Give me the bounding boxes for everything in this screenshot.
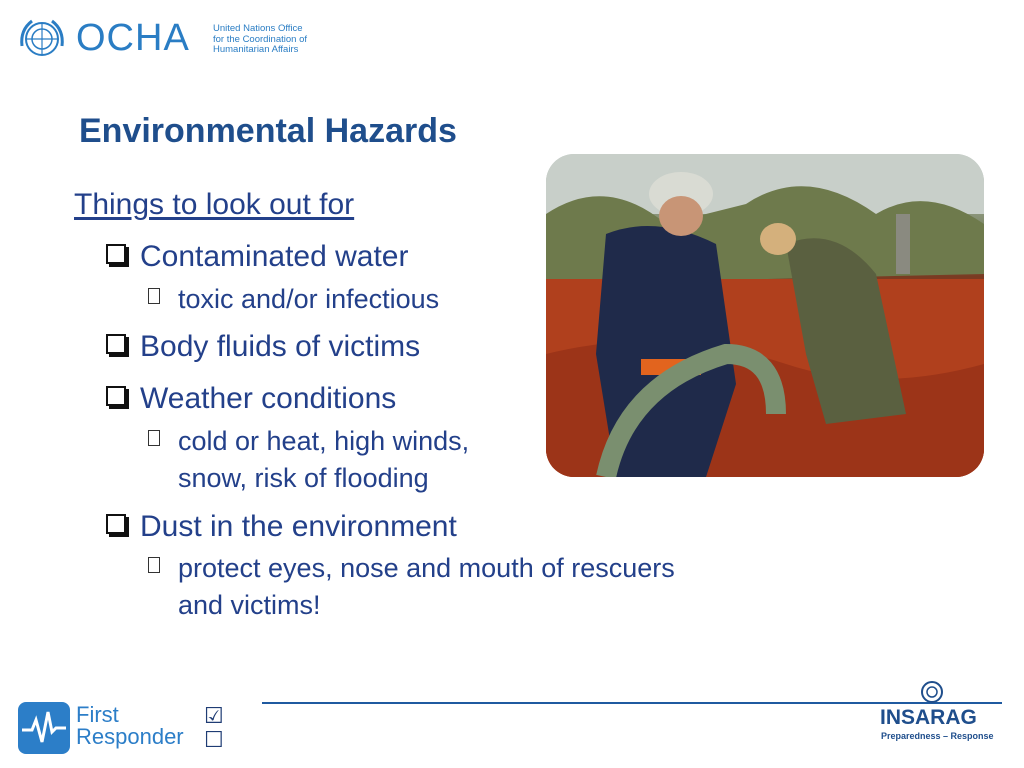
ocha-logo	[16, 14, 326, 64]
sub-bullet-icon	[148, 430, 160, 446]
un-emblem-icon	[16, 16, 68, 62]
first-responder-text	[76, 704, 184, 748]
insarag-tagline: Preparedness – Response	[881, 731, 994, 741]
un-emblem-icon	[920, 680, 944, 704]
ocha-name-line: Humanitarian Affairs	[213, 44, 299, 55]
ocha-name-line: United Nations Office	[213, 23, 303, 34]
sub-bullet	[148, 423, 469, 497]
bullet-label: Body fluids of victims	[140, 330, 421, 363]
bullet-label: Contaminated water	[140, 240, 409, 273]
bullet-label: Dust in the environment	[140, 510, 457, 543]
page-title: Environmental Hazards	[79, 112, 457, 150]
insarag-logo	[880, 676, 1005, 746]
bullet-body-fluids	[106, 330, 420, 364]
insarag-wordmark: INSARAG	[880, 706, 977, 729]
first-responder-line: First	[76, 702, 119, 727]
bullet-label: Weather conditions	[140, 382, 397, 415]
ocha-name-line: for the Coordination of	[213, 33, 308, 45]
bullet-weather-conditions	[106, 382, 396, 416]
rescuers-in-flood-photo	[546, 154, 984, 477]
sub-bullet-text: cold or heat, high winds,	[178, 426, 470, 456]
sub-bullet-text: snow, risk of flooding	[178, 463, 429, 493]
checklist-icon: ☑ ☐	[204, 703, 224, 752]
checkbox-bullet-icon	[106, 244, 126, 264]
photo-illustration	[546, 154, 984, 477]
sub-bullet-text: and victims!	[178, 590, 321, 620]
heartbeat-icon	[18, 702, 70, 754]
sub-bullet	[148, 550, 675, 624]
checkbox-bullet-icon	[106, 514, 126, 534]
sub-bullet-text: protect eyes, nose and mouth of rescuers	[178, 553, 675, 583]
sub-bullet-text: toxic and/or infectious	[178, 284, 440, 314]
first-responder-logo	[18, 702, 258, 758]
ocha-wordmark: OCHA	[76, 17, 190, 59]
sub-bullet	[148, 281, 439, 318]
checkbox-bullet-icon	[106, 334, 126, 354]
sub-bullet-icon	[148, 288, 160, 304]
bullet-dust	[106, 510, 457, 544]
ocha-full-name	[213, 24, 307, 56]
bullet-contaminated-water	[106, 240, 408, 274]
sub-bullet-icon	[148, 557, 160, 573]
first-responder-line: Responder	[76, 724, 184, 749]
subheading: Things to look out for	[74, 188, 355, 221]
checkbox-bullet-icon	[106, 386, 126, 406]
